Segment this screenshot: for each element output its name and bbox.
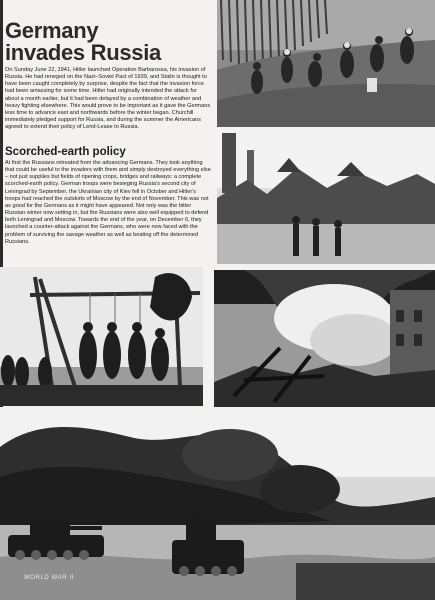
section-subheading: Scorched-earth policy	[5, 146, 126, 158]
title-line-1: Germany	[5, 18, 99, 43]
title-line-2: invades Russia	[5, 40, 161, 65]
article-title	[5, 20, 210, 64]
photo-burning-village	[217, 128, 435, 264]
body-paragraph: At first the Russians retreated from the advancing Germans. They took anything that could be useful to the invaders with them and simply destroyed everything else – not just supplies but fields of ripening crops, bridges and railways: a complete scorched-earth policy. German troops were besieging Russia's second city of Leningrad by September, the Ukrainian city of Kiev fell in October and Hitler's troops had reached the outskirts of Moscow by the end of November. This was not as good for the Germans as it might have appeared. Not only was the bitter Russian winter now setting in, but the Russians were also well equipped to defend both Leningrad and Moscow. Towards the end of the year, on December 6, they launched a counter-attack against the Germans, who were now faced with the problem of surviving the savage weather as well as beating off the determined Russians.	[5, 160, 211, 245]
page-footer-label: WORLD WAR II	[24, 575, 74, 581]
photo-burning-ruins	[214, 270, 435, 410]
photo-gallows-scene	[0, 267, 203, 406]
photo-civilians-digging	[217, 0, 435, 127]
intro-paragraph: On Sunday June 22, 1941, Hitler launched Operation Barbarossa, his invasion of Russia. He had reneged on the Nazi–Soviet Pact of 1939, and Stalin is thought to have been caught completely by surprise, despite the fact that the invasion force had been amassing for some time. Hitler had originally intended the attack for about a month earlier, but it had been delayed by a combination of weather and heavy fighting elsewhere. This would prove to be important as it gave the Germans less time to advance east and northwards before the winter began. Churchill immediately pledged support for Russia, and during the summer the Americans agreed to extend their policy of Lend-Lease to Russia.	[5, 67, 211, 131]
photo-tanks-smoke	[0, 407, 435, 600]
